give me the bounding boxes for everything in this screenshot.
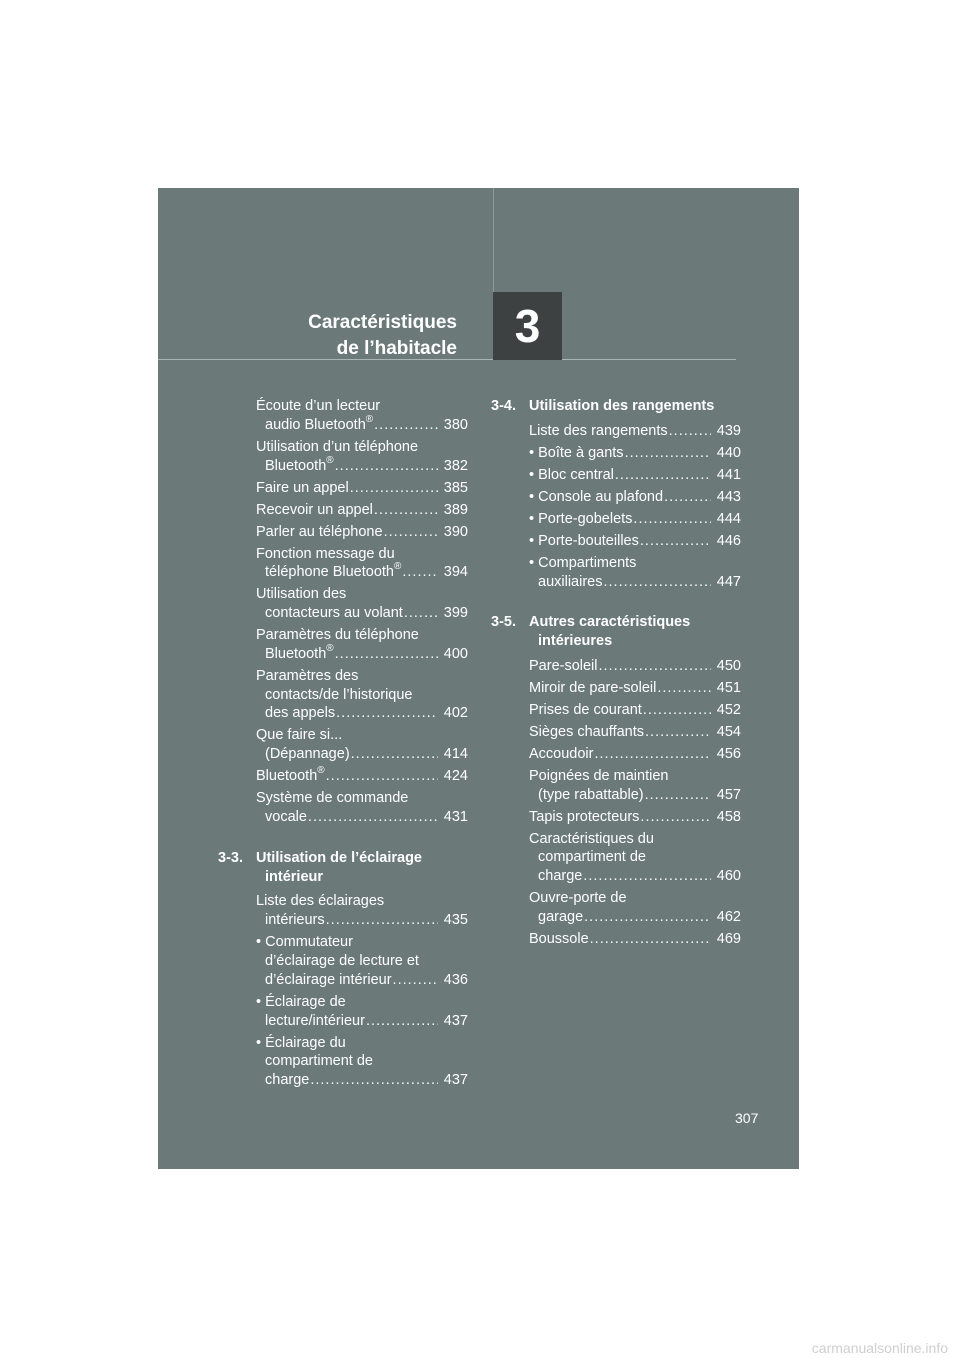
toc-entry bbox=[218, 397, 468, 435]
toc-page-number: 389 bbox=[443, 501, 468, 518]
toc-entry bbox=[218, 438, 468, 476]
toc-page-number: 446 bbox=[716, 532, 741, 549]
toc-entry-label: Faire un appel bbox=[256, 479, 349, 496]
toc-entry bbox=[491, 930, 741, 949]
toc-entry-label: Bluetooth bbox=[265, 457, 327, 474]
toc-dot-leader bbox=[664, 488, 711, 507]
toc-page-number: 451 bbox=[716, 679, 741, 696]
toc-entry-text bbox=[529, 532, 639, 551]
toc-entry-text bbox=[529, 488, 663, 507]
toc-entry-final-line bbox=[529, 808, 741, 827]
section-title-line2: intérieur bbox=[265, 868, 324, 885]
toc-entry bbox=[491, 554, 741, 592]
toc-entry bbox=[218, 767, 468, 786]
toc-entry-final-line bbox=[529, 657, 741, 676]
toc-entry-final-line bbox=[529, 488, 741, 507]
toc-entry-label: Recevoir un appel bbox=[256, 501, 373, 518]
registered-mark: ® bbox=[317, 765, 325, 777]
toc-entry-label: charge bbox=[265, 1072, 310, 1089]
toc-entry-line: Système de commande bbox=[256, 790, 409, 807]
toc-page-number: 437 bbox=[443, 1072, 468, 1089]
toc-page-number: 437 bbox=[443, 1012, 468, 1029]
section-number: 3-5. bbox=[491, 614, 516, 631]
toc-entry-final-line bbox=[529, 466, 741, 485]
toc-entry-final-line bbox=[256, 645, 468, 664]
registered-mark: ® bbox=[394, 561, 402, 573]
toc-entry-text bbox=[265, 1071, 309, 1090]
toc-entry-label: Accoudoir bbox=[529, 745, 594, 762]
toc-entry-label: vocale bbox=[265, 809, 307, 825]
toc-entry-text bbox=[256, 479, 349, 498]
toc-entry-final-line bbox=[256, 971, 468, 990]
toc-dot-leader bbox=[603, 573, 711, 592]
toc-entry-text bbox=[256, 523, 383, 542]
toc-entry-final-line bbox=[256, 767, 468, 786]
toc-dot-leader bbox=[625, 444, 711, 463]
toc-entry bbox=[218, 892, 468, 930]
toc-entry bbox=[491, 444, 741, 463]
toc-entry-text bbox=[265, 1012, 365, 1031]
toc-entry-text bbox=[529, 808, 639, 827]
toc-dot-leader bbox=[374, 501, 438, 520]
toc-page-number: 444 bbox=[716, 510, 741, 527]
toc-entry-final-line bbox=[529, 867, 741, 886]
section-number: 3-4. bbox=[491, 398, 516, 414]
toc-entry-final-line bbox=[529, 573, 741, 592]
toc-entry-text bbox=[538, 573, 602, 592]
toc-entry-label: Bluetooth bbox=[265, 645, 327, 662]
toc-entry-final-line bbox=[256, 604, 468, 623]
toc-dot-leader bbox=[640, 532, 711, 551]
toc-dot-leader bbox=[335, 457, 438, 476]
toc-entry-label: Bluetooth bbox=[256, 768, 318, 785]
toc-entry-label: (type rabattable) bbox=[538, 786, 644, 803]
toc-dot-leader bbox=[326, 911, 438, 930]
section-title-line2: intérieures bbox=[538, 633, 613, 650]
toc-entry-label: Prises de courant bbox=[529, 701, 642, 718]
toc-entry-line: Ouvre-porte de bbox=[529, 890, 627, 907]
toc-dot-leader bbox=[308, 808, 438, 827]
toc-entry-final-line bbox=[256, 704, 468, 723]
chapter-number: 3 bbox=[514, 300, 541, 352]
toc-entry-text bbox=[529, 723, 644, 742]
toc-entry-final-line bbox=[256, 501, 468, 520]
toc-dot-leader bbox=[366, 1012, 438, 1031]
toc-entry-line: Paramètres du téléphone bbox=[256, 627, 419, 644]
toc-page-number: 385 bbox=[443, 479, 468, 496]
toc-dot-leader bbox=[326, 767, 438, 786]
toc-entry-final-line bbox=[529, 701, 741, 720]
toc-entry-text bbox=[265, 971, 392, 990]
toc-dot-leader bbox=[350, 479, 438, 498]
chapter-title bbox=[308, 310, 457, 362]
toc-section-heading bbox=[218, 849, 468, 887]
toc-entry-line: contacts/de l’historique bbox=[265, 686, 413, 703]
toc-entry-line: Utilisation d’un téléphone bbox=[256, 438, 419, 455]
toc-entry-final-line bbox=[529, 679, 741, 698]
toc-entry-label: contacteurs au volant bbox=[265, 605, 403, 622]
toc-entry-label: Parler au téléphone bbox=[256, 523, 383, 540]
section-title-line1: Autres caractéristiques bbox=[529, 614, 691, 631]
toc-entry-label: • Porte-bouteilles bbox=[529, 532, 639, 549]
toc-entry-final-line bbox=[529, 444, 741, 463]
toc-dot-leader bbox=[374, 416, 438, 435]
toc-entry-text bbox=[265, 563, 401, 582]
toc-entry bbox=[218, 993, 468, 1031]
toc-entry-text bbox=[538, 867, 582, 886]
toc-page-number: 402 bbox=[443, 705, 468, 722]
toc-entry-line: • Compartiments bbox=[529, 554, 637, 571]
toc-dot-leader bbox=[669, 422, 711, 441]
toc-dot-leader bbox=[384, 523, 438, 542]
toc-entry-final-line bbox=[256, 808, 468, 827]
toc-entry bbox=[218, 626, 468, 664]
toc-entry bbox=[491, 510, 741, 529]
toc-dot-leader bbox=[402, 563, 438, 582]
toc-entry-final-line bbox=[256, 911, 468, 930]
toc-page-number: 458 bbox=[716, 808, 741, 825]
toc-entry-line: compartiment de bbox=[538, 849, 646, 866]
toc-entry bbox=[491, 889, 741, 927]
toc-page-number: 380 bbox=[443, 416, 468, 433]
toc-dot-leader bbox=[633, 510, 711, 529]
toc-entry-label: intérieurs bbox=[265, 912, 325, 929]
toc-entry-line: Fonction message du bbox=[256, 545, 395, 562]
toc-dot-leader bbox=[615, 466, 711, 485]
toc-entry-text bbox=[529, 679, 656, 698]
toc-page-number: 439 bbox=[716, 422, 741, 439]
chapter-number-badge bbox=[493, 292, 562, 360]
toc-dot-leader bbox=[590, 930, 711, 949]
toc-page-number: 469 bbox=[716, 930, 741, 947]
toc-entry bbox=[491, 466, 741, 485]
toc-page-number: 390 bbox=[443, 523, 468, 540]
toc-dot-leader bbox=[335, 645, 438, 664]
toc-dot-leader bbox=[594, 745, 711, 764]
toc-entry-final-line bbox=[529, 422, 741, 441]
toc-entry-line: • Commutateur bbox=[256, 934, 353, 951]
toc-right-column bbox=[491, 397, 741, 952]
toc-entry-final-line bbox=[256, 413, 468, 435]
toc-entry-label: • Porte-gobelets bbox=[529, 510, 633, 527]
toc-entry bbox=[491, 701, 741, 720]
toc-page-number: 460 bbox=[716, 868, 741, 885]
toc-entry bbox=[491, 830, 741, 886]
toc-entry-label: Liste des rangements bbox=[529, 422, 668, 439]
toc-entry-line: Paramètres des bbox=[256, 667, 359, 684]
toc-entry bbox=[491, 679, 741, 698]
toc-page-number: 436 bbox=[443, 971, 468, 988]
toc-entry-text bbox=[256, 767, 325, 786]
toc-page-number: 447 bbox=[716, 573, 741, 590]
toc-entry-label: (Dépannage) bbox=[265, 746, 350, 763]
toc-entry bbox=[218, 933, 468, 989]
toc-entry-label: • Bloc central bbox=[529, 466, 614, 483]
toc-entry-label: • Console au plafond bbox=[529, 488, 664, 505]
toc-entry-text bbox=[265, 604, 403, 623]
toc-entry-line: Écoute d’un lecteur bbox=[256, 398, 381, 414]
toc-page-number: 424 bbox=[443, 768, 468, 785]
toc-entry bbox=[491, 723, 741, 742]
toc-entry-label: Tapis protecteurs bbox=[529, 808, 640, 825]
toc-page-number: 462 bbox=[716, 908, 741, 925]
toc-entry-final-line bbox=[529, 723, 741, 742]
toc-page-number: 435 bbox=[443, 912, 468, 929]
toc-entry-line: Liste des éclairages bbox=[256, 893, 385, 910]
toc-entry-label: garage bbox=[538, 908, 584, 925]
toc-entry bbox=[491, 422, 741, 441]
toc-page-number: 450 bbox=[716, 657, 741, 674]
toc-entry-final-line bbox=[256, 523, 468, 542]
toc-dot-leader bbox=[643, 701, 711, 720]
toc-entry bbox=[491, 745, 741, 764]
toc-dot-leader bbox=[599, 657, 712, 676]
page-number: 307 bbox=[735, 1110, 759, 1126]
toc-entry-text bbox=[529, 701, 642, 720]
chapter-title-line1: Caractéristiques bbox=[308, 312, 457, 333]
toc-page-number: 440 bbox=[716, 444, 741, 461]
toc-entry-label: Miroir de pare-soleil bbox=[529, 679, 657, 696]
toc-entry-line: Utilisation des bbox=[256, 586, 347, 603]
toc-entry-text bbox=[529, 466, 614, 485]
toc-entry-final-line bbox=[256, 1071, 468, 1090]
toc-section-heading bbox=[491, 613, 741, 651]
toc-entry-final-line bbox=[256, 1012, 468, 1031]
toc-entry bbox=[491, 532, 741, 551]
toc-entry bbox=[218, 1034, 468, 1090]
toc-entry-text bbox=[529, 930, 589, 949]
toc-entry-text bbox=[538, 786, 644, 805]
toc-page-number: 394 bbox=[443, 564, 468, 581]
toc-page-number: 457 bbox=[716, 786, 741, 803]
toc-entry-text bbox=[265, 808, 307, 827]
registered-mark: ® bbox=[326, 643, 334, 655]
section-title-line1: Utilisation de l’éclairage bbox=[256, 849, 422, 866]
toc-entry-text bbox=[256, 501, 373, 520]
toc-entry-text bbox=[529, 745, 593, 764]
toc-entry-final-line bbox=[529, 786, 741, 805]
toc-entry-text bbox=[529, 422, 668, 441]
toc-dot-leader bbox=[583, 867, 711, 886]
toc-entry-text bbox=[538, 908, 583, 927]
toc-entry-final-line bbox=[256, 454, 468, 476]
toc-entry-line: • Éclairage de bbox=[256, 993, 346, 1010]
toc-entry bbox=[491, 767, 741, 805]
toc-entry-final-line bbox=[256, 479, 468, 498]
registered-mark: ® bbox=[365, 413, 374, 425]
toc-dot-leader bbox=[310, 1071, 438, 1090]
toc-page-number: 431 bbox=[443, 809, 468, 825]
toc-entry-text bbox=[529, 657, 598, 676]
toc-entry-label: Pare-soleil bbox=[529, 657, 598, 674]
toc-dot-leader bbox=[645, 723, 711, 742]
toc-entry-text bbox=[265, 645, 334, 664]
toc-entry-label: téléphone Bluetooth bbox=[265, 564, 394, 581]
toc-entry bbox=[491, 657, 741, 676]
chapter-title-line2: de l’habitacle bbox=[336, 338, 457, 359]
toc-entry-text bbox=[265, 704, 335, 723]
toc-section-heading bbox=[491, 397, 741, 416]
toc-page-number: 443 bbox=[716, 488, 741, 505]
toc-entry-line: Poignées de maintien bbox=[529, 767, 669, 784]
toc-entry-final-line bbox=[256, 563, 468, 582]
toc-entry-text bbox=[529, 510, 632, 529]
toc-page-number: 454 bbox=[716, 723, 741, 740]
toc-entry-text bbox=[265, 745, 350, 764]
toc-entry-label: Boussole bbox=[529, 930, 589, 947]
toc-entry bbox=[491, 488, 741, 507]
toc-entry-label: charge bbox=[538, 868, 583, 885]
toc-page-number: 414 bbox=[443, 746, 468, 763]
toc-entry-final-line bbox=[529, 532, 741, 551]
toc-entry-line: Caractéristiques du bbox=[529, 830, 654, 847]
toc-entry-label: lecture/intérieur bbox=[265, 1012, 365, 1029]
toc-entry-final-line bbox=[529, 908, 741, 927]
toc-dot-leader bbox=[404, 604, 438, 623]
toc-entry bbox=[218, 545, 468, 583]
toc-entry bbox=[218, 479, 468, 498]
toc-entry bbox=[218, 667, 468, 723]
toc-entry-final-line bbox=[529, 930, 741, 949]
toc-entry-label: d’éclairage intérieur bbox=[265, 971, 392, 988]
toc-page-number: 456 bbox=[716, 745, 741, 762]
footer-watermark: carmanualsonline.info bbox=[811, 1340, 948, 1356]
registered-mark: ® bbox=[326, 454, 334, 466]
toc-entry bbox=[218, 726, 468, 764]
toc-entry-text bbox=[265, 413, 374, 435]
toc-entry-label: des appels bbox=[265, 705, 336, 722]
toc-entry bbox=[218, 585, 468, 623]
toc-dot-leader bbox=[584, 908, 711, 927]
toc-entry-text bbox=[529, 444, 624, 463]
toc-entry-line: • Éclairage du bbox=[256, 1034, 346, 1051]
toc-entry-label: Sièges chauffants bbox=[529, 723, 645, 740]
toc-entry-final-line bbox=[256, 745, 468, 764]
toc-entry-final-line bbox=[529, 745, 741, 764]
toc-entry-label: • Boîte à gants bbox=[529, 444, 624, 461]
toc-entry-label: audio Bluetooth bbox=[265, 416, 366, 433]
toc-entry bbox=[491, 808, 741, 827]
toc-dot-leader bbox=[351, 745, 438, 764]
toc-page-number: 441 bbox=[716, 466, 741, 483]
toc-page-number: 382 bbox=[443, 457, 468, 474]
toc-entry-text bbox=[265, 454, 334, 476]
section-title-line1: Utilisation des rangements bbox=[529, 398, 715, 414]
toc-left-column bbox=[218, 397, 468, 1093]
toc-dot-leader bbox=[657, 679, 711, 698]
toc-entry bbox=[218, 501, 468, 520]
toc-entry-line: Que faire si... bbox=[256, 727, 343, 744]
toc-entry bbox=[218, 789, 468, 827]
toc-dot-leader bbox=[336, 704, 438, 723]
toc-entry bbox=[218, 523, 468, 542]
toc-dot-leader bbox=[393, 971, 438, 990]
toc-page-number: 400 bbox=[443, 645, 468, 662]
toc-entry-text bbox=[265, 911, 325, 930]
toc-entry-line: d’éclairage de lecture et bbox=[265, 952, 419, 969]
section-number: 3-3. bbox=[218, 849, 243, 866]
toc-entry-label: auxiliaires bbox=[538, 573, 603, 590]
toc-dot-leader bbox=[640, 808, 711, 827]
toc-page-number: 452 bbox=[716, 701, 741, 718]
toc-dot-leader bbox=[645, 786, 711, 805]
toc-page-number: 399 bbox=[443, 605, 468, 622]
toc-entry-line: compartiment de bbox=[265, 1053, 373, 1070]
toc-entry-final-line bbox=[529, 510, 741, 529]
